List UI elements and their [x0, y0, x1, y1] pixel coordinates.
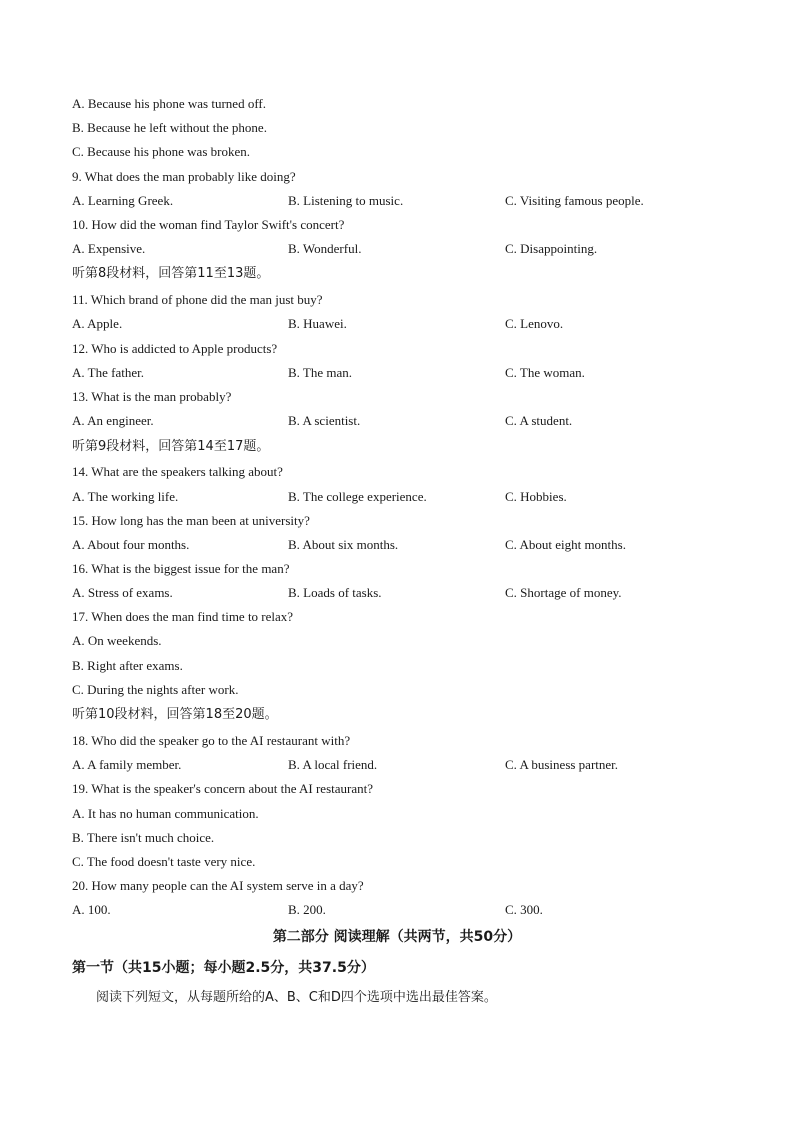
- q14-option-c: C. Hobbies.: [505, 489, 567, 504]
- q14-option-b: B. The college experience.: [288, 489, 427, 504]
- q14-stem: 14. What are the speakers talking about?: [72, 464, 283, 479]
- q18-stem: 18. Who did the speaker go to the AI restaurant with?: [72, 733, 351, 748]
- q19-option-a: A. It has no human communication.: [72, 806, 259, 821]
- q16-option-b: B. Loads of tasks.: [288, 585, 382, 600]
- q15-option-a: A. About four months.: [72, 537, 190, 552]
- q20-option-b: B. 200.: [288, 902, 326, 917]
- q11-stem: 11. Which brand of phone did the man just buy?: [72, 292, 323, 307]
- q17-option-a: A. On weekends.: [72, 633, 162, 648]
- reading-instruction: 阅读下列短文，从每题所给的A、B、C和D四个选项中选出最佳答案。: [96, 990, 497, 1005]
- q12-option-c: C. The woman.: [505, 365, 585, 380]
- q10-option-b: B. Wonderful.: [288, 241, 362, 256]
- q13-option-c: C. A student.: [505, 413, 573, 428]
- q9-option-a: A. Learning Greek.: [72, 193, 174, 208]
- q10-stem: 10. How did the woman find Taylor Swift's concert?: [72, 217, 345, 232]
- q20-option-a: A. 100.: [72, 902, 111, 917]
- q18-option-c: C. A business partner.: [505, 757, 619, 772]
- q18-option-b: B. A local friend.: [288, 757, 378, 772]
- q9-option-c: C. Visiting famous people.: [505, 193, 644, 208]
- q12-stem: 12. Who is addicted to Apple products?: [72, 341, 278, 356]
- q11-option-b: B. Huawei.: [288, 316, 347, 331]
- q12-option-b: B. The man.: [288, 365, 353, 380]
- q19-stem: 19. What is the speaker's concern about the AI restaurant?: [72, 781, 373, 796]
- q9-stem: 9. What does the man probably like doing?: [72, 169, 296, 184]
- q8-option-a: A. Because his phone was turned off.: [72, 96, 266, 111]
- q8-option-c: C. Because his phone was broken.: [72, 144, 250, 159]
- q15-stem: 15. How long has the man been at university?: [72, 513, 310, 528]
- q17-stem: 17. When does the man find time to relax?: [72, 609, 294, 624]
- q13-option-b: B. A scientist.: [288, 413, 361, 428]
- q18-option-a: A. A family member.: [72, 757, 182, 772]
- q13-stem: 13. What is the man probably?: [72, 389, 232, 404]
- q11-option-a: A. Apple.: [72, 316, 123, 331]
- q13-option-a: A. An engineer.: [72, 413, 154, 428]
- q12-option-a: A. The father.: [72, 365, 144, 380]
- q11-option-c: C. Lenovo.: [505, 316, 564, 331]
- section-9-instruction: 听第9段材料，回答第14至17题。: [72, 439, 270, 454]
- part-2-heading: 第二部分 阅读理解（共两节，共50分）: [272, 929, 522, 945]
- q10-option-a: A. Expensive.: [72, 241, 146, 256]
- q14-option-a: A. The working life.: [72, 489, 179, 504]
- q19-option-b: B. There isn't much choice.: [72, 830, 215, 845]
- q17-option-c: C. During the nights after work.: [72, 682, 239, 697]
- q8-option-b: B. Because he left without the phone.: [72, 120, 267, 135]
- q15-option-b: B. About six months.: [288, 537, 399, 552]
- q16-option-c: C. Shortage of money.: [505, 585, 622, 600]
- q9-option-b: B. Listening to music.: [288, 193, 404, 208]
- q19-option-c: C. The food doesn't taste very nice.: [72, 854, 256, 869]
- q16-option-a: A. Stress of exams.: [72, 585, 173, 600]
- q20-stem: 20. How many people can the AI system serve in a day?: [72, 878, 364, 893]
- section-1-heading: 第一节（共15小题；每小题2.5分，共37.5分）: [72, 960, 375, 976]
- section-8-instruction: 听第8段材料，回答第11至13题。: [72, 266, 270, 281]
- q10-option-c: C. Disappointing.: [505, 241, 598, 256]
- q16-stem: 16. What is the biggest issue for the man?: [72, 561, 290, 576]
- q15-option-c: C. About eight months.: [505, 537, 626, 552]
- section-10-instruction: 听第10段材料，回答第18至20题。: [72, 707, 278, 722]
- q17-option-b: B. Right after exams.: [72, 658, 183, 673]
- q20-option-c: C. 300.: [505, 902, 543, 917]
